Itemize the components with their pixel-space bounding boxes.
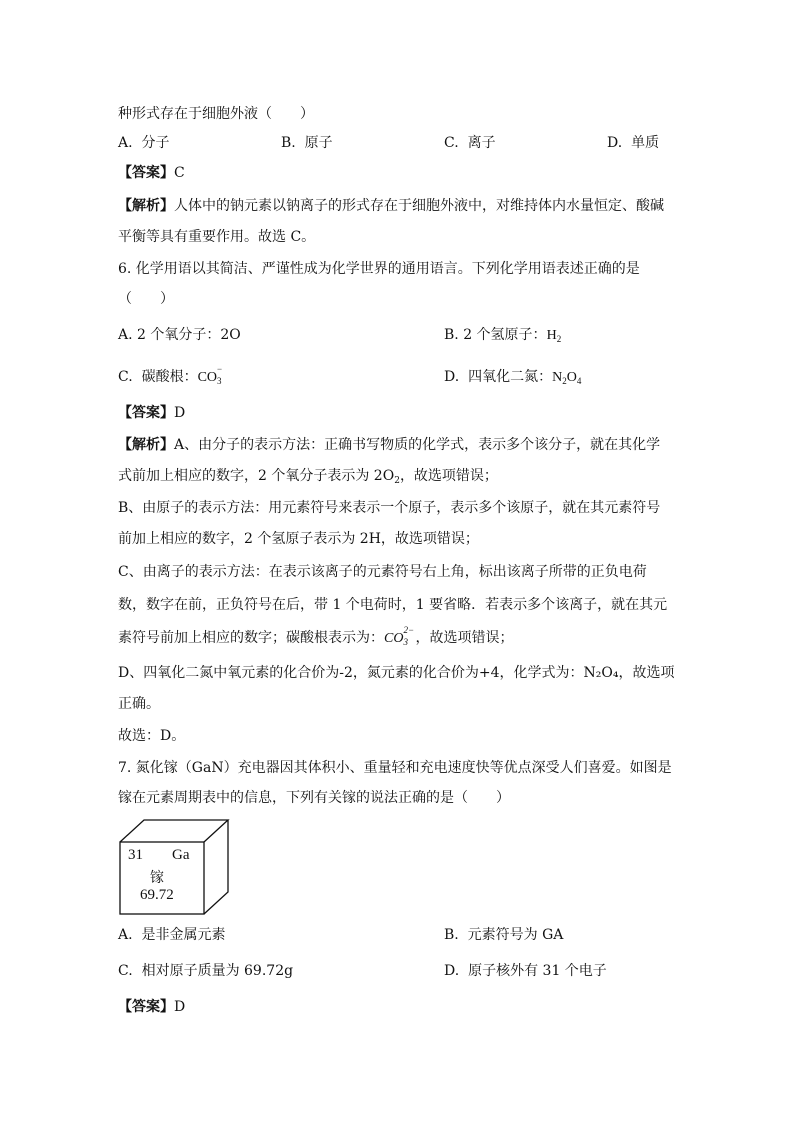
q6-analysis-d2: 正确。 xyxy=(118,696,160,712)
q6-option-c: C. 碳酸根：CO − 3 xyxy=(118,367,225,388)
q7-option-d: D. 原子核外有 31 个电子 xyxy=(444,963,607,979)
q5-option-d xyxy=(607,133,659,153)
q6-analysis-c2: 数，数字在前，正负符号在后，带 1 个电荷时，1 要省略．若表示多个该离子，就在其元 xyxy=(118,597,668,613)
q5-analysis-line1: 【解析】人体中的钠元素以钠离子的形式存在于细胞外液中，对维持体内水量恒定、酸碱 xyxy=(118,198,664,214)
q6-stem-line1: 6. 化学用语以其简洁、严谨性成为化学世界的通用语言。下列化学用语表述正确的是 xyxy=(118,261,640,277)
q6-answer: 【答案】D xyxy=(118,405,186,421)
q5-analysis-line2: 平衡等具有重要作用。故选 C。 xyxy=(118,229,316,245)
option-text: 单质 xyxy=(631,135,660,151)
option-text: 原子 xyxy=(304,135,333,151)
q5-stem-tail: 种形式存在于细胞外液（ ） xyxy=(118,106,314,122)
q6-stem-line2: （ ） xyxy=(118,291,174,307)
q7-option-b: B. 元素符号为 GA xyxy=(444,927,564,943)
formula-co3: CO − 3 xyxy=(197,364,223,386)
cube-outline xyxy=(118,818,230,916)
atomic-mass: 69.72 xyxy=(140,887,174,903)
option-text: 分子 xyxy=(141,135,170,151)
atomic-number: 31 xyxy=(128,847,143,863)
q6-option-d: D. 四氧化二氮：$N_2O_4$ xyxy=(444,369,582,386)
option-letter: A. xyxy=(118,135,133,151)
q6-analysis-c3: 素符号前加上相应的数字；碳酸根表示为：CO 2− 3 ，故选项错误； xyxy=(118,625,514,647)
q5-option-a xyxy=(118,133,169,153)
option-letter: D. xyxy=(607,135,623,151)
analysis-label: 【解析】 xyxy=(118,198,174,214)
q5-option-b xyxy=(281,133,333,153)
q6-analysis-a1: 【解析】A、由分子的表示方法：正确书写物质的化学式，表示多个该分子，就在其化学 xyxy=(118,437,661,453)
option-text: 离子 xyxy=(467,135,496,151)
option-letter: B. xyxy=(281,135,296,151)
formula-h2: $H_2$ xyxy=(546,328,562,344)
q6-analysis-a2: 式前加上相应的数字，2 个氧分子表示为 $2O_2$，故选项错误； xyxy=(118,468,498,486)
q7-option-a: A. 是非金属元素 xyxy=(118,927,226,943)
q5-option-c xyxy=(444,133,496,153)
element-name: 镓 xyxy=(150,870,164,886)
periodic-table-cell xyxy=(118,818,230,916)
q7-stem-line1: 7. 氮化镓（GaN）充电器因其体积小、重量轻和充电速度快等优点深受人们喜爱。如图是 xyxy=(118,760,672,776)
element-symbol: Ga xyxy=(172,847,190,863)
q6-conclusion: 故选：D。 xyxy=(118,728,186,744)
q6-analysis-d1: D、四氧化二氮中氧元素的化合价为-2，氮元素的化合价为+4，化学式为：N₂O₄，故选项 xyxy=(118,665,675,681)
q6-option-b: B. 2 个氢原子：$H_2$ xyxy=(444,327,562,344)
option-letter: C. xyxy=(444,135,459,151)
q6-analysis-b1: B、由原子的表示方法：用元素符号来表示一个原子，表示多个该原子，就在其元素符号 xyxy=(118,500,661,516)
q6-option-a: A. 2 个氧分子：2O xyxy=(118,327,241,343)
q6-analysis-b2: 前加上相应的数字，2 个氢原子表示为 2H，故选项错误； xyxy=(118,531,479,547)
answer-value: C xyxy=(174,165,185,181)
q7-answer: 【答案】D xyxy=(118,999,186,1015)
formula-co3-2minus: CO 2− 3 xyxy=(384,625,415,647)
formula-n2o4: $N_2O_4$ xyxy=(552,370,582,386)
q7-option-c: C. 相对原子质量为 69.72g xyxy=(118,963,294,979)
q7-stem-line2: 镓在元素周期表中的信息，下列有关镓的说法正确的是（ ） xyxy=(118,790,510,806)
q6-analysis-c1: C、由离子的表示方法：在表示该离子的元素符号右上角，标出该离子所带的正负电荷 xyxy=(118,564,647,580)
q5-answer xyxy=(118,163,185,183)
answer-label: 【答案】 xyxy=(118,165,174,181)
